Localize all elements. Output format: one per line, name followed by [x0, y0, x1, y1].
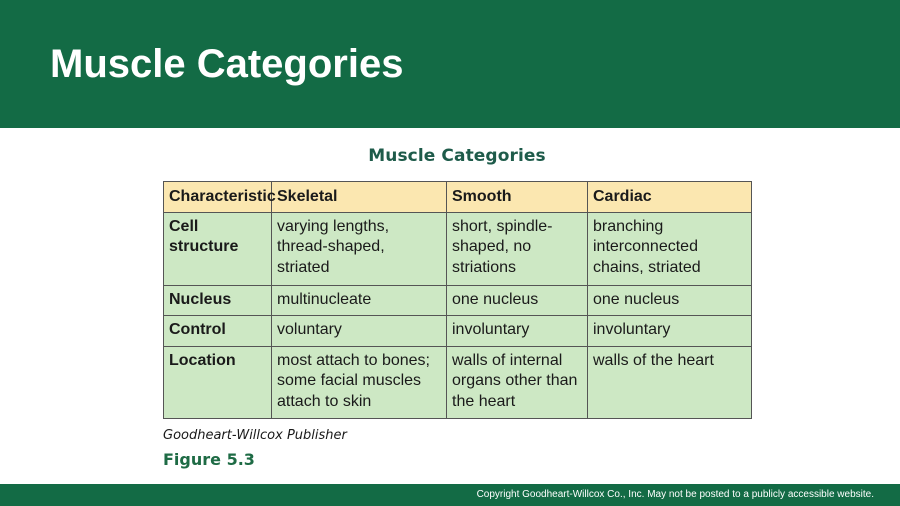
table-cell: involuntary — [447, 315, 588, 346]
table-cell: involuntary — [588, 315, 752, 346]
table-header-row — [164, 182, 752, 213]
copyright-notice: Copyright Goodheart-Willcox Co., Inc. May not be posted to a publicly accessible website. — [476, 489, 874, 500]
slide-title: Muscle Categories — [50, 42, 404, 86]
figure-label: Figure 5.3 — [163, 450, 255, 469]
table-cell: multinucleate — [272, 285, 447, 315]
row-label-nucleus: Nucleus — [164, 285, 272, 315]
header-smooth: Smooth — [447, 182, 588, 213]
row-label-control: Control — [164, 315, 272, 346]
table-cell: one nucleus — [588, 285, 752, 315]
row-label-cell-structure: Cell structure — [164, 212, 272, 285]
table-cell: walls of the heart — [588, 346, 752, 418]
title-bar — [0, 0, 900, 128]
header-skeletal: Skeletal — [272, 182, 447, 213]
header-cardiac: Cardiac — [588, 182, 752, 213]
muscle-categories-table — [163, 181, 752, 419]
table-row — [164, 346, 752, 418]
footer-bar — [0, 484, 900, 506]
table-cell: most attach to bones; some facial muscles attach to skin — [272, 346, 447, 418]
row-label-location: Location — [164, 346, 272, 418]
table-row — [164, 315, 752, 346]
table-cell: varying lengths, thread-shaped, striated — [272, 212, 447, 285]
publisher-credit: Goodheart-Willcox Publisher — [163, 428, 347, 443]
table-cell: one nucleus — [447, 285, 588, 315]
figure-title: Muscle Categories — [368, 146, 546, 166]
header-characteristic: Characteristic — [164, 182, 272, 213]
table-cell: voluntary — [272, 315, 447, 346]
table-cell: branching interconnected chains, striated — [588, 212, 752, 285]
table-row — [164, 285, 752, 315]
table-cell: walls of internal organs other than the heart — [447, 346, 588, 418]
table-row — [164, 212, 752, 285]
table-cell: short, spindle-shaped, no striations — [447, 212, 588, 285]
